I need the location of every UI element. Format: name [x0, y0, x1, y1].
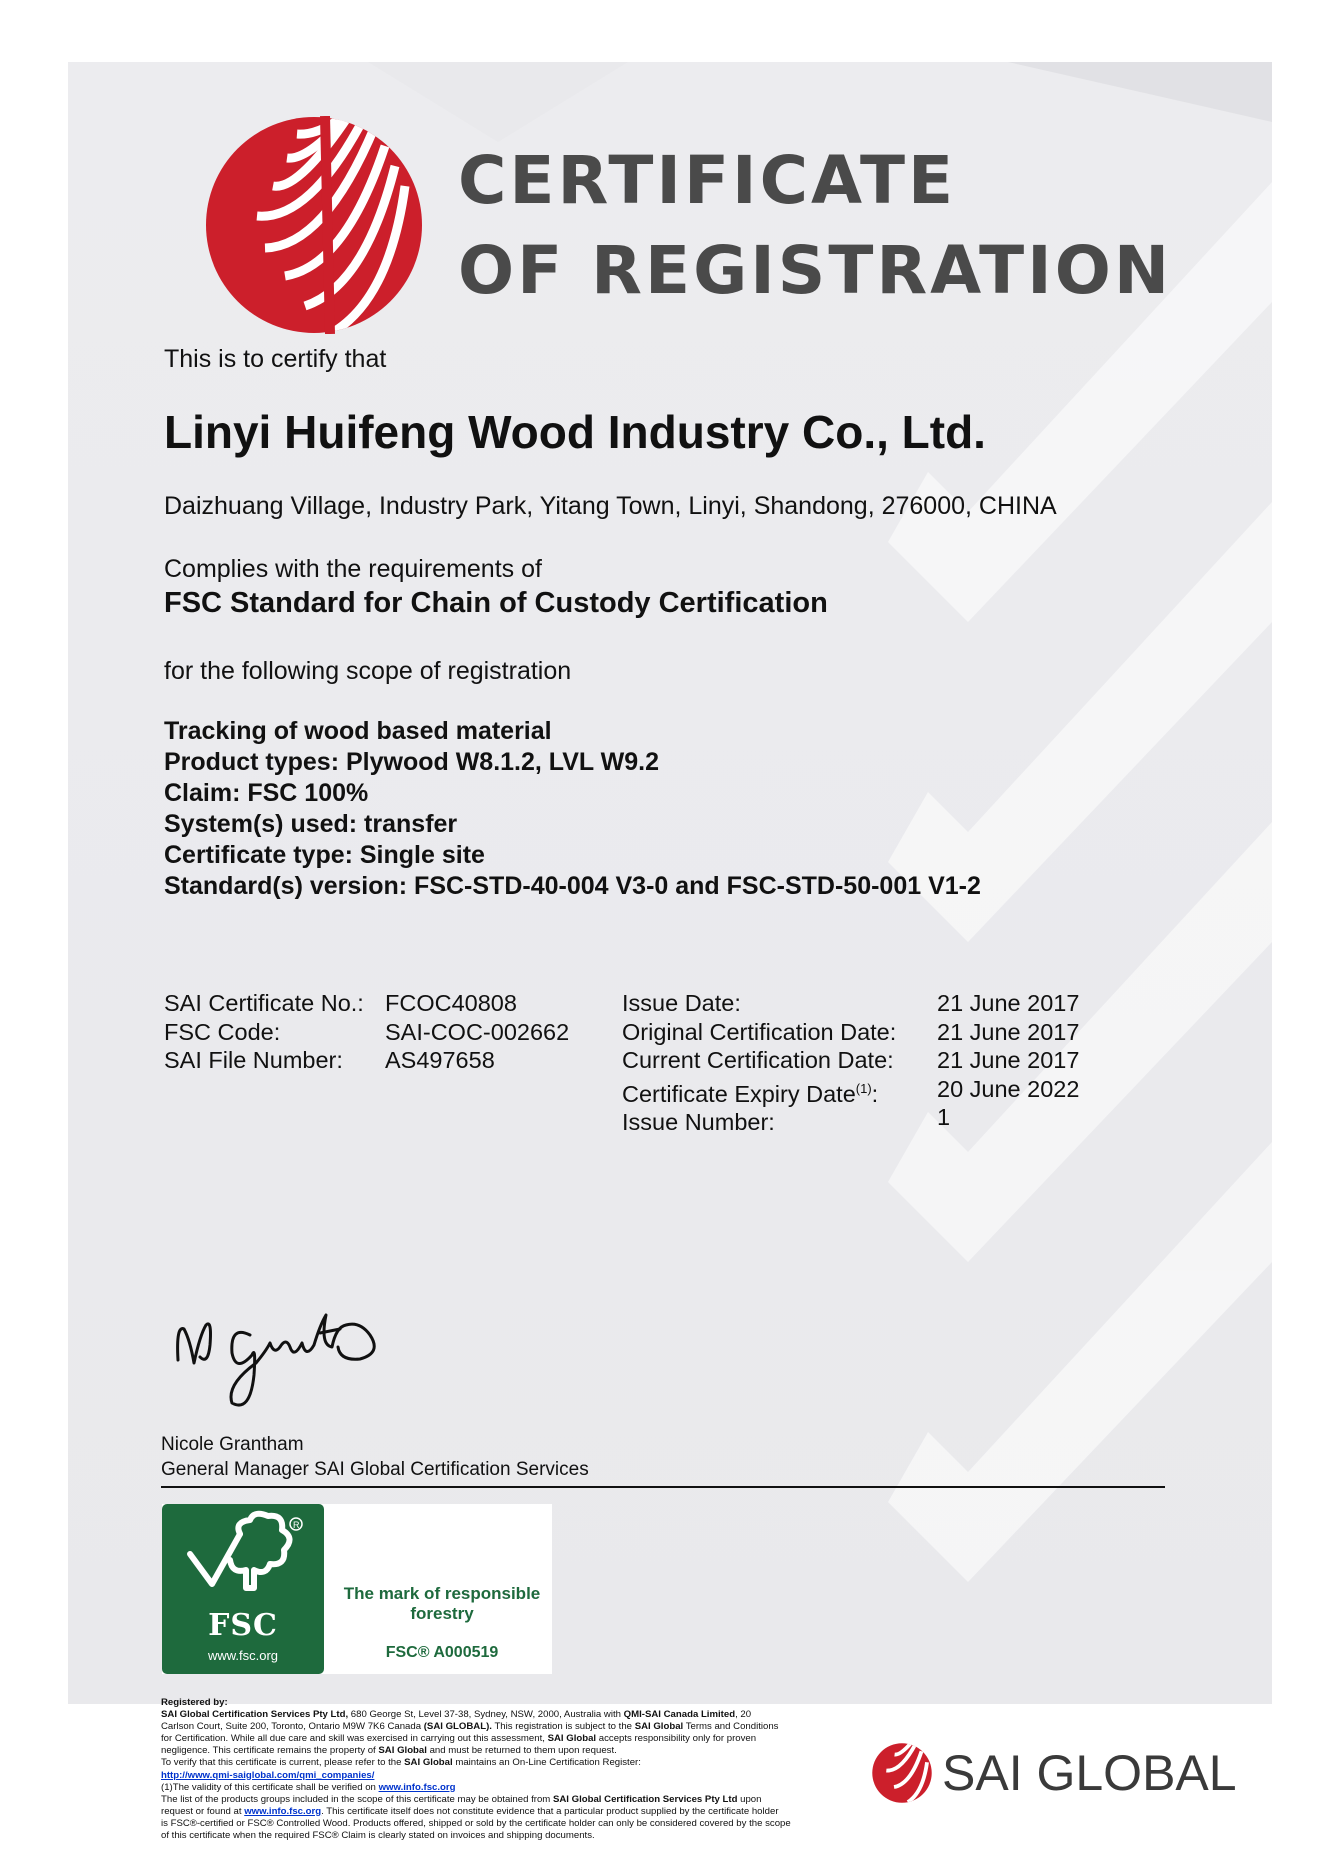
register-link[interactable]: http://www.qmi-saiglobal.com/qmi_companies/	[161, 1769, 375, 1781]
complies-intro: Complies with the requirements of	[164, 555, 542, 583]
detail-value: 21 June 2017	[937, 990, 1080, 1016]
fsc-logo-box	[162, 1504, 552, 1674]
fsc-logo	[162, 1504, 324, 1674]
fine-line: of this certificate when the required FSC® Claim is clearly stated on invoices and shipping documents.	[161, 1830, 595, 1842]
fine-line: The list of the products groups included in the scope of this certificate may be obtained from SAI Global Certification Services Pty Ltd upon	[161, 1793, 762, 1805]
fine-line: is FSC®-certified or FSC® Controlled Wood. Products offered, shipped or sold by the certificate holder can only be considered covered by the scope	[161, 1817, 791, 1829]
detail-label: Issue Date:	[622, 990, 741, 1016]
company-name: Linyi Huifeng Wood Industry Co., Ltd.	[164, 406, 986, 458]
scope-line: Claim: FSC 100%	[164, 779, 369, 807]
detail-value: AS497658	[385, 1047, 495, 1073]
signatory-title: General Manager SAI Global Certification Services	[161, 1459, 589, 1480]
detail-label: Current Certification Date:	[622, 1047, 894, 1073]
fine-print	[161, 1697, 901, 1842]
certificate-title-line2: OF REGISTRATION	[458, 232, 1173, 309]
standard-name: FSC Standard for Chain of Custody Certification	[164, 587, 828, 619]
scope-intro: for the following scope of registration	[164, 657, 572, 685]
detail-value: 1	[937, 1104, 951, 1130]
detail-value: 20 June 2022	[937, 1075, 1080, 1102]
fine-line	[161, 1770, 901, 1782]
company-address: Daizhuang Village, Industry Park, Yitang Town, Linyi, Shandong, 276000, CHINA	[164, 492, 1057, 520]
sai-global-wordmark: SAI GLOBAL	[942, 1745, 1237, 1801]
fsc-tagline: The mark of responsible forestry	[343, 1584, 541, 1623]
fine-line: Carlson Court, Suite 200, Toronto, Ontario M9W 7K6 Canada (SAI GLOBAL). This registration is subject to the SAI Global Terms and Conditions	[161, 1721, 779, 1733]
checkmark-tree-icon	[162, 1504, 324, 1614]
scope-line: Standard(s) version: FSC-STD-40-004 V3-0 and FSC-STD-50-001 V1-2	[164, 872, 981, 900]
detail-label: Original Certification Date:	[622, 1018, 897, 1045]
right-detail-values	[937, 989, 1079, 1132]
detail-value: SAI-COC-002662	[385, 1018, 570, 1045]
detail-label: Issue Number:	[622, 1108, 775, 1135]
detail-value: 21 June 2017	[937, 1047, 1080, 1073]
fine-line: for Certification. While all due care and skill was exercised in carrying out this assessment, SAI Global accepts responsibility only for proven	[161, 1733, 757, 1745]
fsc-license-code: FSC® A000519	[385, 1644, 499, 1661]
sai-global-small-emblem	[872, 1743, 932, 1803]
signature	[170, 1285, 430, 1415]
fine-line: request or found at www.info.fsc.org. This certificate itself does not constitute evidence that a particular product supplied by the certificate holder	[161, 1805, 779, 1817]
left-detail-values	[385, 989, 569, 1075]
certify-intro: This is to certify that	[164, 345, 387, 373]
scope-list	[164, 716, 981, 902]
signature-rule	[161, 1486, 1165, 1488]
scope-line: Tracking of wood based material	[164, 717, 552, 745]
fsc-website: www.fsc.org	[207, 1648, 279, 1663]
registered-by-heading: Registered by:	[161, 1697, 228, 1708]
scope-line: System(s) used: transfer	[164, 810, 458, 838]
certificate-title-line1: CERTIFICATE	[458, 142, 957, 219]
svg-text:R: R	[293, 1520, 300, 1530]
scope-line: Certificate type: Single site	[164, 841, 485, 869]
detail-value: 21 June 2017	[937, 1018, 1080, 1045]
fsc-verify-link[interactable]: www.info.fsc.org	[378, 1781, 456, 1793]
fine-line: To verify that this certificate is current, please refer to the SAI Global maintains an On-Line Certification Register:	[161, 1757, 641, 1769]
sai-global-emblem	[205, 116, 423, 334]
detail-value: FCOC40808	[385, 990, 517, 1016]
fine-line: (1)The validity of this certificate shall be verified on www.info.fsc.org	[161, 1781, 456, 1793]
detail-label-expiry: Certificate Expiry Date$^{(1)}$:	[622, 1080, 879, 1107]
footnote-marker: (1)	[855, 1080, 872, 1096]
sai-global-logo	[872, 1743, 1252, 1803]
fsc-wordmark: FSC	[208, 1608, 278, 1643]
fine-line: negligence. This certificate remains the property of SAI Global and must be returned to them upon request.	[161, 1745, 617, 1757]
left-detail-labels	[164, 989, 364, 1075]
fine-line: SAI Global Certification Services Pty Ltd, 680 George St, Level 37-38, Sydney, NSW, 2000, Australia with QMI-SAI Canada Limited, 20	[161, 1709, 752, 1721]
detail-label: SAI File Number:	[164, 1047, 343, 1073]
fsc-info-link[interactable]: www.info.fsc.org	[244, 1805, 322, 1817]
signatory-name: Nicole Grantham	[161, 1434, 304, 1455]
detail-label: FSC Code:	[164, 1018, 281, 1045]
detail-label: SAI Certificate No.:	[164, 990, 364, 1016]
scope-line: Product types: Plywood W8.1.2, LVL W9.2	[164, 748, 659, 776]
right-detail-labels	[622, 989, 896, 1136]
